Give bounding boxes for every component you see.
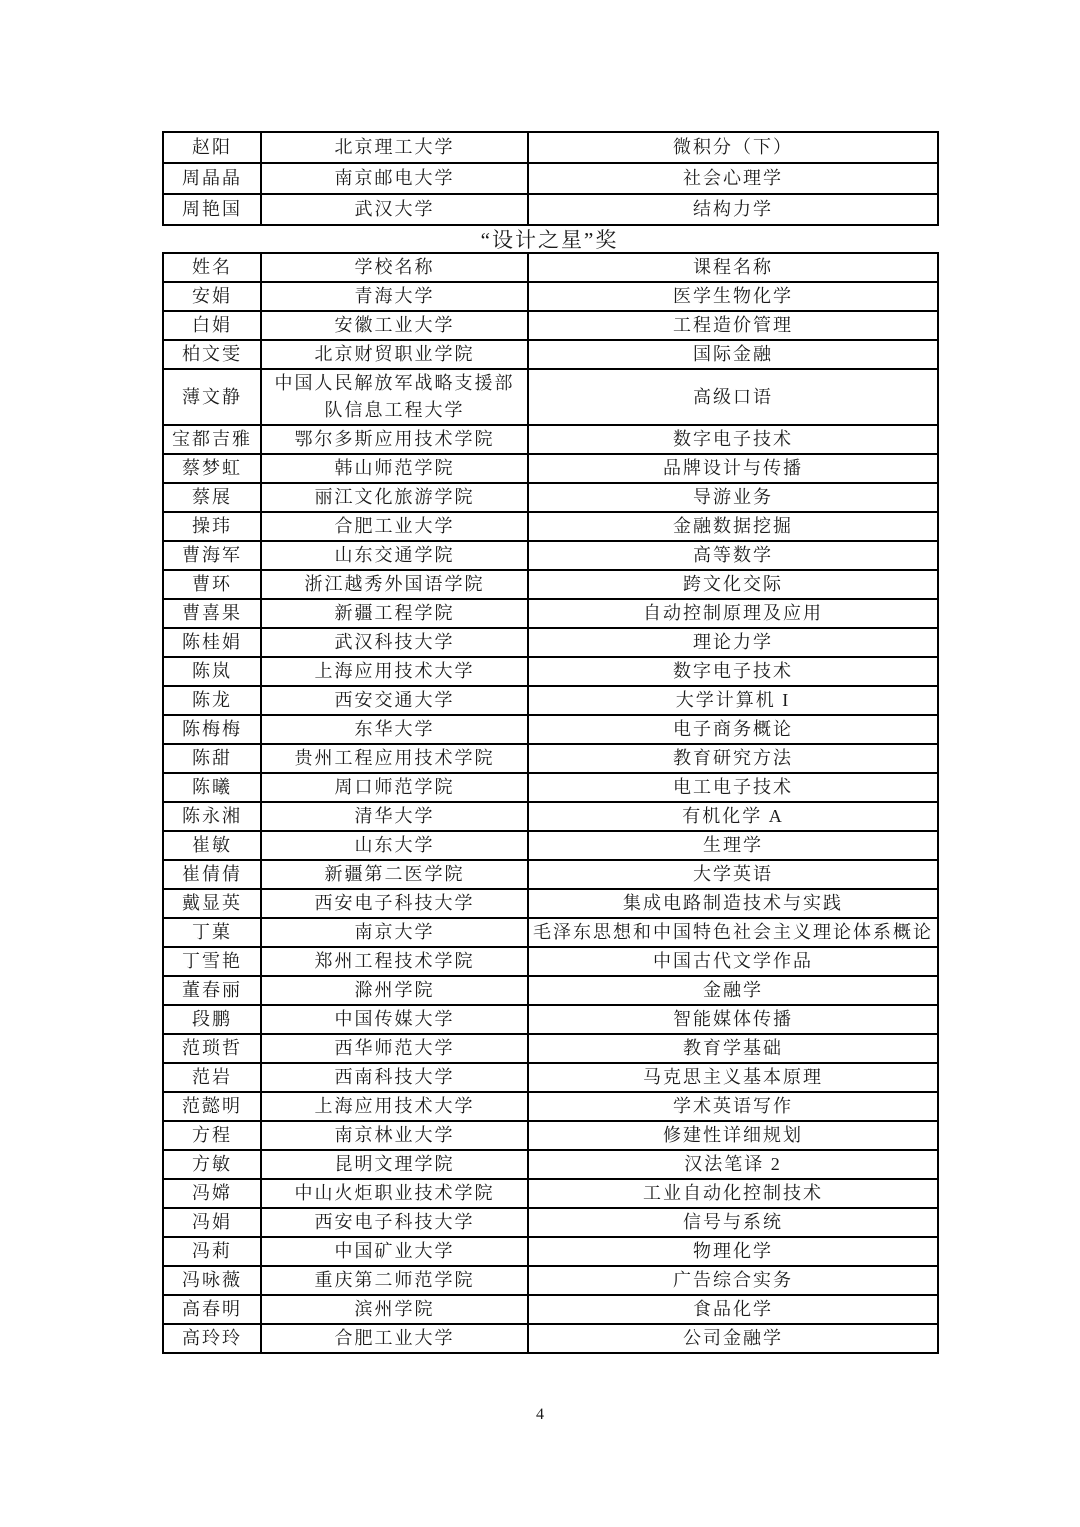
table-row <box>163 715 938 744</box>
school-cell: 周口师范学院 <box>261 773 528 802</box>
course-cell: 集成电路制造技术与实践 <box>528 889 938 918</box>
school-cell: 南京林业大学 <box>261 1121 528 1150</box>
school-cell: 重庆第二师范学院 <box>261 1266 528 1295</box>
table-row <box>163 744 938 773</box>
school-cell: 西安电子科技大学 <box>261 889 528 918</box>
name-cell: 蔡梦虹 <box>163 454 261 483</box>
school-cell: 西安电子科技大学 <box>261 1208 528 1237</box>
course-cell: 物理化学 <box>528 1237 938 1266</box>
school-cell: 韩山师范学院 <box>261 454 528 483</box>
course-cell: 结构力学 <box>528 194 938 225</box>
name-cell: 崔倩倩 <box>163 860 261 889</box>
name-cell: 冯莉 <box>163 1237 261 1266</box>
name-cell: 戴显英 <box>163 889 261 918</box>
school-cell: 丽江文化旅游学院 <box>261 483 528 512</box>
school-cell: 上海应用技术大学 <box>261 1092 528 1121</box>
name-cell: 范岩 <box>163 1063 261 1092</box>
school-cell: 西安交通大学 <box>261 686 528 715</box>
school-cell: 中国人民解放军战略支援部队信息工程大学 <box>261 369 528 425</box>
school-cell: 中国传媒大学 <box>261 1005 528 1034</box>
school-cell: 山东大学 <box>261 831 528 860</box>
table-row <box>163 1092 938 1121</box>
course-cell: 医学生物化学 <box>528 282 938 311</box>
school-cell: 青海大学 <box>261 282 528 311</box>
course-cell: 食品化学 <box>528 1295 938 1324</box>
table-row <box>163 831 938 860</box>
table-row <box>163 454 938 483</box>
name-cell: 陈梅梅 <box>163 715 261 744</box>
award-table-continued <box>162 131 939 226</box>
table-row <box>163 483 938 512</box>
name-cell: 白娟 <box>163 311 261 340</box>
name-cell: 董春丽 <box>163 976 261 1005</box>
school-cell: 郑州工程技术学院 <box>261 947 528 976</box>
school-cell: 西南科技大学 <box>261 1063 528 1092</box>
school-cell: 东华大学 <box>261 715 528 744</box>
course-cell: 数字电子技术 <box>528 657 938 686</box>
table-row <box>163 918 938 947</box>
course-cell: 国际金融 <box>528 340 938 369</box>
name-cell: 陈桂娟 <box>163 628 261 657</box>
course-cell: 跨文化交际 <box>528 570 938 599</box>
course-cell: 工程造价管理 <box>528 311 938 340</box>
name-cell: 曹环 <box>163 570 261 599</box>
name-cell: 陈曦 <box>163 773 261 802</box>
name-cell: 范懿明 <box>163 1092 261 1121</box>
course-cell: 自动控制原理及应用 <box>528 599 938 628</box>
table-row <box>163 976 938 1005</box>
header-row <box>163 253 938 282</box>
course-cell: 学术英语写作 <box>528 1092 938 1121</box>
table-row <box>163 947 938 976</box>
table-row <box>163 1063 938 1092</box>
table-row <box>163 1121 938 1150</box>
table-row <box>163 282 938 311</box>
course-cell: 公司金融学 <box>528 1324 938 1353</box>
school-cell: 上海应用技术大学 <box>261 657 528 686</box>
course-cell: 导游业务 <box>528 483 938 512</box>
course-cell: 马克思主义基本原理 <box>528 1063 938 1092</box>
course-cell: 大学计算机 I <box>528 686 938 715</box>
course-cell: 信号与系统 <box>528 1208 938 1237</box>
table-row <box>163 860 938 889</box>
course-cell: 工业自动化控制技术 <box>528 1179 938 1208</box>
table-row <box>163 1150 938 1179</box>
table-row <box>163 340 938 369</box>
table-row <box>163 194 938 225</box>
course-cell: 修建性详细规划 <box>528 1121 938 1150</box>
name-cell: 丁雪艳 <box>163 947 261 976</box>
course-cell: 有机化学 A <box>528 802 938 831</box>
school-cell: 新疆工程学院 <box>261 599 528 628</box>
school-cell: 清华大学 <box>261 802 528 831</box>
school-cell: 滁州学院 <box>261 976 528 1005</box>
table-row <box>163 1295 938 1324</box>
name-cell: 方敏 <box>163 1150 261 1179</box>
header-school: 学校名称 <box>261 253 528 282</box>
section-title: “设计之星”奖 <box>480 228 619 252</box>
name-cell: 陈岚 <box>163 657 261 686</box>
table-row <box>163 802 938 831</box>
course-cell: 金融学 <box>528 976 938 1005</box>
table-row <box>163 686 938 715</box>
course-cell: 汉法笔译 2 <box>528 1150 938 1179</box>
award-table-header <box>163 253 938 282</box>
name-cell: 周艳国 <box>163 194 261 225</box>
name-cell: 周晶晶 <box>163 163 261 194</box>
table-row <box>163 773 938 802</box>
table-row <box>163 1237 938 1266</box>
course-cell: 广告综合实务 <box>528 1266 938 1295</box>
school-cell: 中国矿业大学 <box>261 1237 528 1266</box>
school-cell: 南京邮电大学 <box>261 163 528 194</box>
table-row <box>163 311 938 340</box>
school-cell: 合肥工业大学 <box>261 512 528 541</box>
table-row <box>163 541 938 570</box>
school-cell: 北京理工大学 <box>261 132 528 163</box>
table-row <box>163 599 938 628</box>
course-cell: 电工电子技术 <box>528 773 938 802</box>
school-cell: 山东交通学院 <box>261 541 528 570</box>
course-cell: 大学英语 <box>528 860 938 889</box>
school-cell: 贵州工程应用技术学院 <box>261 744 528 773</box>
name-cell: 宝都吉雅 <box>163 425 261 454</box>
name-cell: 段鹏 <box>163 1005 261 1034</box>
school-cell: 中山火炬职业技术学院 <box>261 1179 528 1208</box>
table-row <box>163 163 938 194</box>
course-cell: 毛泽东思想和中国特色社会主义理论体系概论 <box>528 918 938 947</box>
name-cell: 陈甜 <box>163 744 261 773</box>
name-cell: 曹喜果 <box>163 599 261 628</box>
name-cell: 冯嫦 <box>163 1179 261 1208</box>
table-row <box>163 657 938 686</box>
school-cell: 武汉科技大学 <box>261 628 528 657</box>
school-cell: 合肥工业大学 <box>261 1324 528 1353</box>
name-cell: 崔敏 <box>163 831 261 860</box>
header-course: 课程名称 <box>528 253 938 282</box>
name-cell: 柏文雯 <box>163 340 261 369</box>
award-table-body <box>163 282 938 1353</box>
table-row <box>163 1266 938 1295</box>
design-star-award-table <box>162 252 939 1354</box>
table-row <box>163 369 938 425</box>
school-cell: 南京大学 <box>261 918 528 947</box>
table-row <box>163 570 938 599</box>
table-row <box>163 425 938 454</box>
table-row <box>163 1005 938 1034</box>
table-row <box>163 1324 938 1353</box>
course-cell: 金融数据挖掘 <box>528 512 938 541</box>
course-cell: 数字电子技术 <box>528 425 938 454</box>
name-cell: 曹海军 <box>163 541 261 570</box>
table-row <box>163 889 938 918</box>
course-cell: 品牌设计与传播 <box>528 454 938 483</box>
table-row <box>163 628 938 657</box>
top-table-body <box>163 132 938 225</box>
name-cell: 蔡展 <box>163 483 261 512</box>
course-cell: 中国古代文学作品 <box>528 947 938 976</box>
name-cell: 丁菓 <box>163 918 261 947</box>
course-cell: 高等数学 <box>528 541 938 570</box>
name-cell: 陈龙 <box>163 686 261 715</box>
course-cell: 社会心理学 <box>528 163 938 194</box>
school-cell: 新疆第二医学院 <box>261 860 528 889</box>
table-row <box>163 1208 938 1237</box>
course-cell: 教育研究方法 <box>528 744 938 773</box>
name-cell: 操玮 <box>163 512 261 541</box>
table-row <box>163 1034 938 1063</box>
name-cell: 安娟 <box>163 282 261 311</box>
school-cell: 鄂尔多斯应用技术学院 <box>261 425 528 454</box>
table-row <box>163 132 938 163</box>
table-row <box>163 1179 938 1208</box>
name-cell: 高春明 <box>163 1295 261 1324</box>
course-cell: 电子商务概论 <box>528 715 938 744</box>
name-cell: 薄文静 <box>163 369 261 425</box>
course-cell: 理论力学 <box>528 628 938 657</box>
name-cell: 陈永湘 <box>163 802 261 831</box>
course-cell: 生理学 <box>528 831 938 860</box>
name-cell: 高玲玲 <box>163 1324 261 1353</box>
name-cell: 冯娟 <box>163 1208 261 1237</box>
table-row <box>163 512 938 541</box>
name-cell: 赵阳 <box>163 132 261 163</box>
header-name: 姓名 <box>163 253 261 282</box>
course-cell: 智能媒体传播 <box>528 1005 938 1034</box>
course-cell: 教育学基础 <box>528 1034 938 1063</box>
name-cell: 方程 <box>163 1121 261 1150</box>
school-cell: 滨州学院 <box>261 1295 528 1324</box>
school-cell: 昆明文理学院 <box>261 1150 528 1179</box>
name-cell: 范琐哲 <box>163 1034 261 1063</box>
school-cell: 北京财贸职业学院 <box>261 340 528 369</box>
page-number: 4 <box>536 1406 544 1423</box>
school-cell: 安徽工业大学 <box>261 311 528 340</box>
course-cell: 微积分（下） <box>528 132 938 163</box>
school-cell: 武汉大学 <box>261 194 528 225</box>
name-cell: 冯咏薇 <box>163 1266 261 1295</box>
course-cell: 高级口语 <box>528 369 938 425</box>
school-cell: 西华师范大学 <box>261 1034 528 1063</box>
school-cell: 浙江越秀外国语学院 <box>261 570 528 599</box>
